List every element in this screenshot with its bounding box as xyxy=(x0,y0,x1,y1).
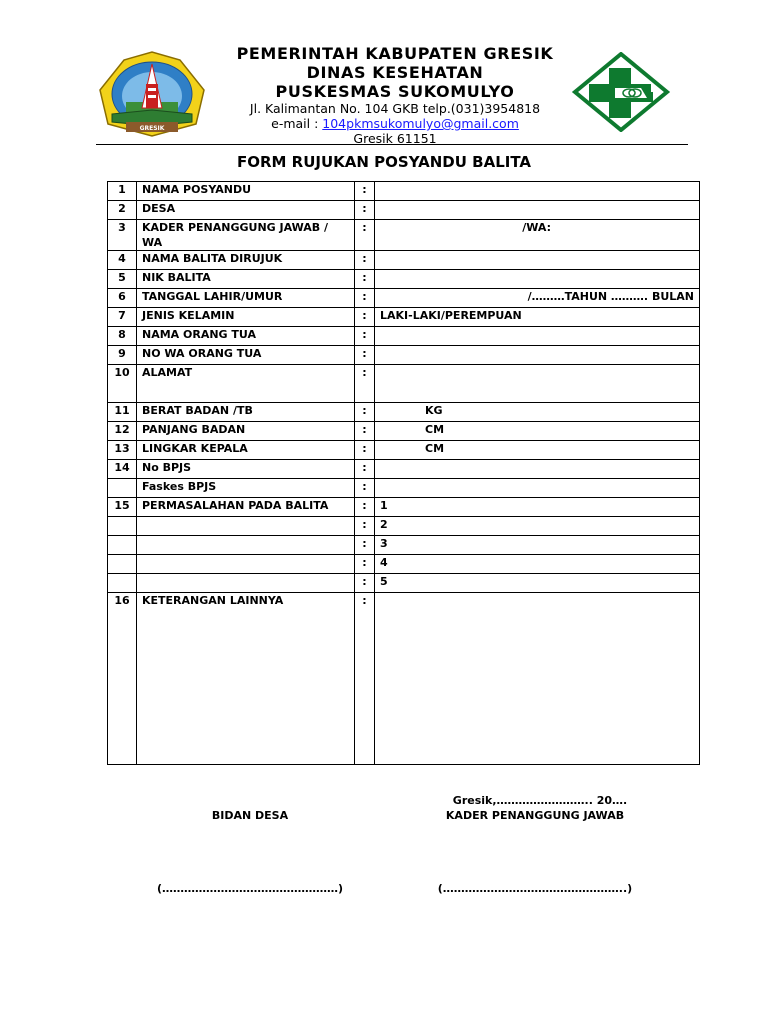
row-colon: : xyxy=(355,593,375,765)
form-row xyxy=(108,498,700,517)
row-colon: : xyxy=(355,365,375,403)
row-colon: : xyxy=(355,479,375,498)
row-number: 11 xyxy=(108,403,137,422)
form-row xyxy=(108,536,700,555)
row-colon: : xyxy=(355,308,375,327)
row-label: NAMA BALITA DIRUJUK xyxy=(137,251,355,270)
form-row xyxy=(108,574,700,593)
form-row xyxy=(108,346,700,365)
row-value-field[interactable] xyxy=(375,270,700,289)
row-colon: : xyxy=(355,555,375,574)
row-value-field[interactable] xyxy=(375,251,700,270)
row-colon: : xyxy=(355,201,375,220)
row-colon: : xyxy=(355,422,375,441)
form-row xyxy=(108,403,700,422)
letterhead-email-line xyxy=(210,116,580,131)
row-colon: : xyxy=(355,536,375,555)
form-row xyxy=(108,422,700,441)
row-number: 14 xyxy=(108,460,137,479)
row-label: LINGKAR KEPALA xyxy=(137,441,355,460)
row-number: 7 xyxy=(108,308,137,327)
row-colon: : xyxy=(355,498,375,517)
signature-left-blank: (…………………………………………) xyxy=(156,882,344,895)
form-title: FORM RUJUKAN POSYANDU BALITA xyxy=(236,153,532,171)
form-row xyxy=(108,441,700,460)
row-colon: : xyxy=(355,289,375,308)
row-number: 15 xyxy=(108,498,137,517)
svg-text:GRESIK: GRESIK xyxy=(139,125,165,132)
row-label: PANJANG BADAN xyxy=(137,422,355,441)
row-colon: : xyxy=(355,346,375,365)
row-value-field[interactable]: /WA: xyxy=(375,220,700,251)
row-colon: : xyxy=(355,327,375,346)
row-value-field[interactable]: 5 xyxy=(375,574,700,593)
letterhead-department: DINAS KESEHATAN xyxy=(306,63,484,82)
row-value-field[interactable]: CM xyxy=(375,422,700,441)
row-label xyxy=(137,574,355,593)
row-value-field[interactable] xyxy=(375,479,700,498)
row-number xyxy=(108,574,137,593)
row-value-field[interactable]: CM xyxy=(375,441,700,460)
row-number: 5 xyxy=(108,270,137,289)
letterhead-city: Gresik 61151 xyxy=(353,131,437,146)
row-label: KADER PENANGGUNG JAWAB / WA xyxy=(137,220,355,251)
row-number: 6 xyxy=(108,289,137,308)
row-value-field[interactable]: LAKI-LAKI/PEREMPUAN xyxy=(375,308,700,327)
letterhead xyxy=(210,44,580,146)
row-label: PERMASALAHAN PADA BALITA xyxy=(137,498,355,517)
row-value-field[interactable]: 2 xyxy=(375,517,700,536)
row-value-field[interactable] xyxy=(375,346,700,365)
row-colon: : xyxy=(355,517,375,536)
row-colon: : xyxy=(355,574,375,593)
form-row xyxy=(108,327,700,346)
row-value-field[interactable] xyxy=(375,365,700,403)
row-number xyxy=(108,555,137,574)
row-colon: : xyxy=(355,403,375,422)
form-row xyxy=(108,555,700,574)
row-label: NIK BALITA xyxy=(137,270,355,289)
row-value-field[interactable] xyxy=(375,182,700,201)
row-label xyxy=(137,536,355,555)
row-value-field[interactable]: /………TAHUN ………. BULAN xyxy=(375,289,700,308)
row-label xyxy=(137,517,355,536)
letterhead-government: PEMERINTAH KABUPATEN GRESIK xyxy=(236,44,554,63)
row-value-field[interactable] xyxy=(375,460,700,479)
row-colon: : xyxy=(355,220,375,251)
row-number: 13 xyxy=(108,441,137,460)
row-value-field[interactable]: KG xyxy=(375,403,700,422)
row-label xyxy=(137,555,355,574)
letterhead-puskesmas: PUSKESMAS SUKOMULYO xyxy=(275,82,515,101)
row-number: 10 xyxy=(108,365,137,403)
letterhead-address: Jl. Kalimantan No. 104 GKB telp.(031)3954818 xyxy=(249,101,541,116)
row-label: JENIS KELAMIN xyxy=(137,308,355,327)
row-number: 12 xyxy=(108,422,137,441)
row-value-field[interactable] xyxy=(375,201,700,220)
signature-left-title: BIDAN DESA xyxy=(211,809,289,822)
row-value-field[interactable]: 3 xyxy=(375,536,700,555)
row-number: 2 xyxy=(108,201,137,220)
form-row xyxy=(108,289,700,308)
form-row xyxy=(108,182,700,201)
row-label: Faskes BPJS xyxy=(137,479,355,498)
email-link[interactable]: 104pkmsukomulyo@gmail.com xyxy=(322,116,519,131)
row-colon: : xyxy=(355,441,375,460)
row-label: BERAT BADAN /TB xyxy=(137,403,355,422)
row-label: NAMA POSYANDU xyxy=(137,182,355,201)
row-number: 3 xyxy=(108,220,137,251)
signature-right-blank: (…………………………………………..) xyxy=(437,882,633,895)
row-number: 4 xyxy=(108,251,137,270)
row-number: 8 xyxy=(108,327,137,346)
signature-date-line: Gresik,…………………….. 20…. xyxy=(452,794,628,807)
form-row xyxy=(108,365,700,403)
form-row xyxy=(108,251,700,270)
row-label: No BPJS xyxy=(137,460,355,479)
row-label: DESA xyxy=(137,201,355,220)
form-row xyxy=(108,479,700,498)
row-number xyxy=(108,479,137,498)
form-row xyxy=(108,593,700,765)
row-value-field[interactable]: 1 xyxy=(375,498,700,517)
form-row xyxy=(108,308,700,327)
row-label: KETERANGAN LAINNYA xyxy=(137,593,355,765)
row-label: ALAMAT xyxy=(137,365,355,403)
form-row xyxy=(108,201,700,220)
row-number: 9 xyxy=(108,346,137,365)
form-row xyxy=(108,220,700,251)
row-value-field[interactable]: 4 xyxy=(375,555,700,574)
row-number xyxy=(108,517,137,536)
row-value-field[interactable] xyxy=(375,593,700,765)
row-label: TANGGAL LAHIR/UMUR xyxy=(137,289,355,308)
row-label: NAMA ORANG TUA xyxy=(137,327,355,346)
email-label: e-mail : xyxy=(271,116,323,131)
row-colon: : xyxy=(355,270,375,289)
row-label: NO WA ORANG TUA xyxy=(137,346,355,365)
referral-form-table xyxy=(107,181,700,765)
header-divider xyxy=(96,144,688,145)
row-number xyxy=(108,536,137,555)
form-row xyxy=(108,460,700,479)
form-row xyxy=(108,270,700,289)
row-colon: : xyxy=(355,182,375,201)
form-row xyxy=(108,517,700,536)
row-colon: : xyxy=(355,251,375,270)
signature-right-title: KADER PENANGGUNG JAWAB xyxy=(445,809,625,822)
puskesmas-green-cross-icon xyxy=(571,52,671,132)
row-value-field[interactable] xyxy=(375,327,700,346)
row-number: 16 xyxy=(108,593,137,765)
gresik-regency-emblem-icon xyxy=(96,50,208,138)
row-colon: : xyxy=(355,460,375,479)
row-number: 1 xyxy=(108,182,137,201)
